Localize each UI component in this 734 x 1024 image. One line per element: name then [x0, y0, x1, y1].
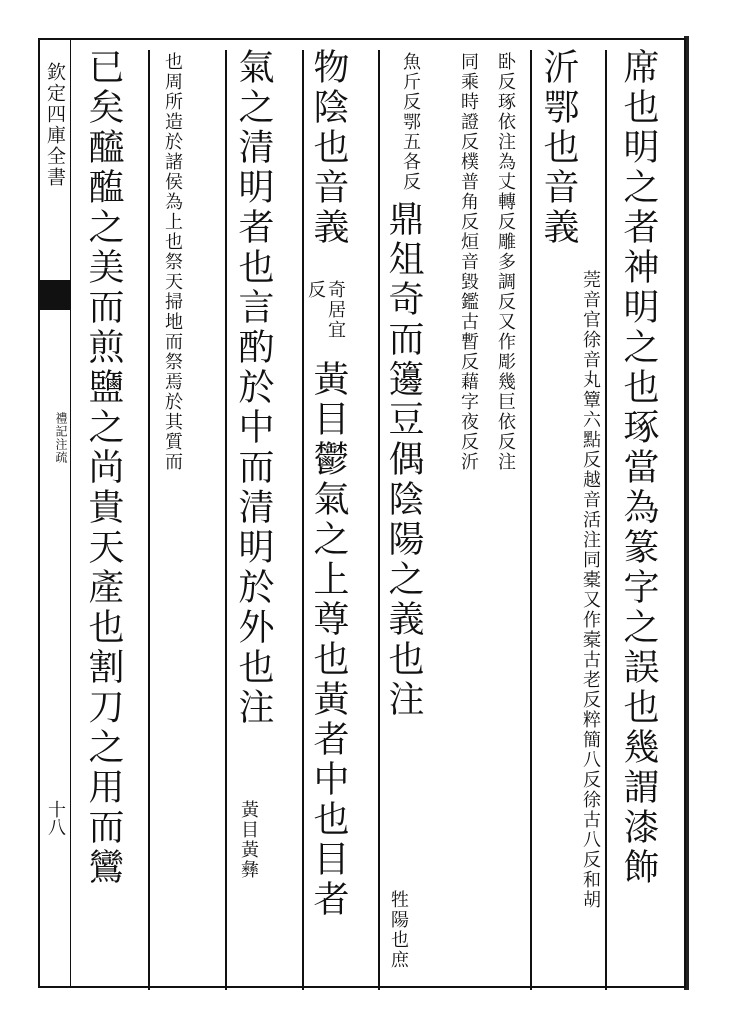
annotation-column-2: 莞音官徐音丸簟六點反越音活注同橐又作槖古老反粹簡八反徐古八反和胡 — [580, 270, 601, 910]
column-rule — [605, 50, 607, 990]
chapter-title: 禮記注疏 — [54, 412, 68, 464]
text-column-7: 氣之清明者也言酌於中而清明於外也注 — [233, 48, 274, 728]
annotation-column-8: 也周所造於諸侯為上也祭天掃地而祭焉於其質而 — [162, 52, 183, 472]
annotation-column-5b: 牲陽也庶 — [388, 890, 409, 970]
margin-column — [40, 40, 71, 986]
margin-black-block — [40, 280, 70, 310]
text-column-2: 沂鄂也音義 — [538, 48, 579, 248]
book-title: 欽定四庫全書 — [44, 62, 66, 188]
column-rule — [225, 50, 227, 990]
annotation-column-3: 卧反琢依注為丈轉反雕多調反又作彫幾巨依反注 — [495, 52, 516, 472]
annotation-column-5: 魚斤反鄂五各反 — [400, 52, 421, 192]
text-column-9: 已矣醯醢之美而煎鹽之尚貴天產也割刀之用而鸞 — [83, 48, 124, 888]
column-rule — [530, 50, 532, 990]
annotation-column-4: 同乘時證反樸普角反烜音毀鑑古暫反藉字夜反沂 — [458, 52, 479, 472]
column-rule — [302, 50, 304, 990]
text-column-6b: 黃目鬱氣之上尊也黃者中也目者 — [308, 360, 349, 920]
annotation-column-6: 奇居宜反 — [305, 280, 346, 340]
text-column-5: 鼎俎奇而籩豆偶陰陽之義也注 — [383, 200, 424, 720]
page-frame — [38, 38, 686, 988]
annotation-column-7: 黃目黃彝 — [238, 800, 259, 880]
text-column-6: 物陰也音義 — [308, 48, 349, 248]
column-rule — [148, 50, 150, 990]
page-number: 十八 — [45, 800, 66, 836]
text-column-1: 席也明之者神明之也琢當為篆字之誤也幾謂漆飾 — [618, 48, 659, 888]
